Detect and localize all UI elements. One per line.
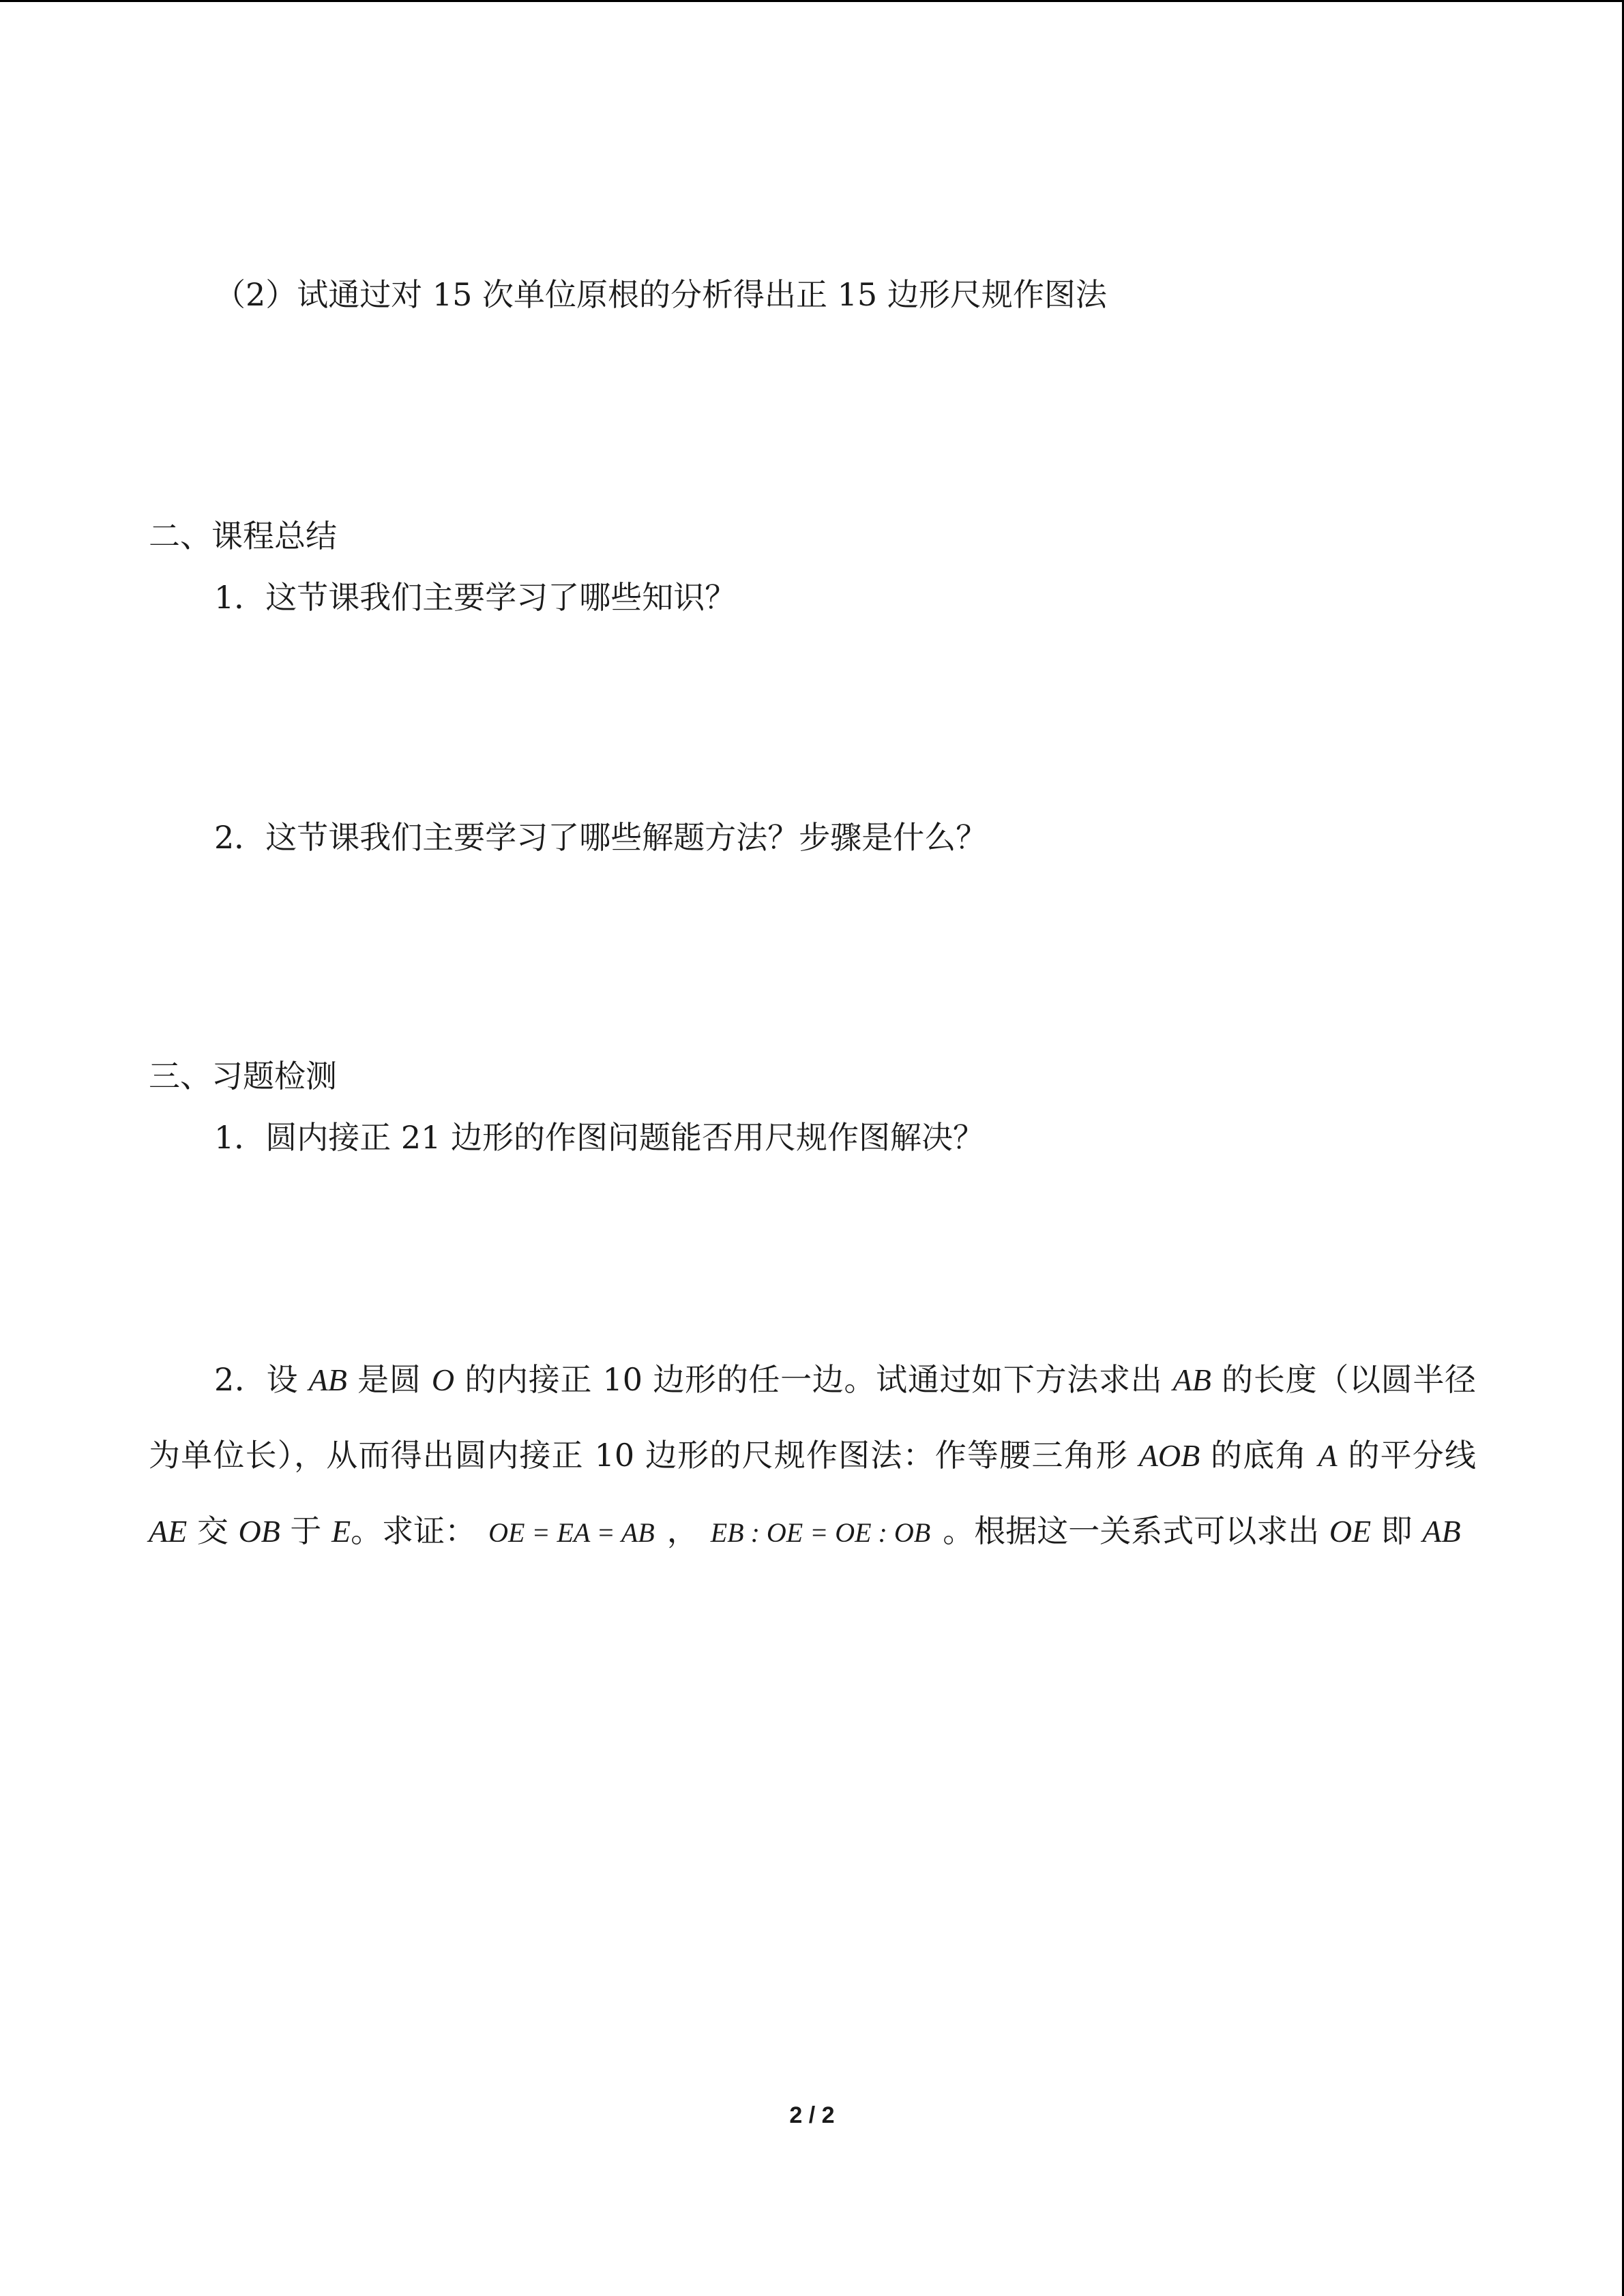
text-run: 。根据这一关系式可以求出: [943, 1512, 1329, 1549]
math-var: AE: [149, 1514, 188, 1549]
text-run: 的底角: [1200, 1437, 1318, 1474]
math-var: OB: [238, 1514, 280, 1549]
math-var: O: [431, 1362, 455, 1397]
exercise-question-1: 1．圆内接正 21 边形的作图问题能否用尺规作图解决？: [214, 1119, 985, 1156]
text-run: 的长度（以圆半径为单位长），从而得出圆内接正 10 边形的尺规作图法：作等腰三角形: [149, 1361, 1477, 1474]
page-border-top: [0, 0, 1624, 2]
text-run: 交: [187, 1512, 239, 1549]
math-var: AB: [308, 1362, 347, 1397]
text-run: 是圆: [346, 1361, 432, 1398]
section-2-heading: 二、课程总结: [149, 518, 337, 554]
equation-ratio: EB : OE = OE : OB: [710, 1517, 931, 1548]
math-var: OE: [1329, 1514, 1372, 1549]
math-var: AOB: [1138, 1438, 1200, 1473]
text-run: 即: [1371, 1512, 1423, 1549]
text-run: 于: [280, 1512, 332, 1549]
math-var: A: [1318, 1438, 1338, 1473]
text-run: 的内接正 10 边形的任一边。试通过如下方法求出: [454, 1361, 1173, 1398]
page-number: 2 / 2: [789, 2102, 835, 2128]
text-run: ，: [666, 1512, 698, 1549]
summary-question-1: 1．这节课我们主要学习了哪些知识？: [214, 579, 737, 616]
exercise-question-2: [149, 1342, 1476, 1570]
math-var: E: [331, 1514, 351, 1549]
text-run: 的平分线: [1337, 1437, 1476, 1474]
equation-equal-lengths: OE = EA = AB: [488, 1517, 655, 1548]
section-3-heading: 三、习题检测: [149, 1058, 337, 1094]
text-run: 2．设: [214, 1361, 309, 1398]
math-var: AB: [1172, 1362, 1211, 1397]
question-2-subpart: （2）试通过对 15 次单位原根的分析得出正 15 边形尺规作图法: [214, 276, 1107, 313]
text-run: 。求证：: [351, 1512, 477, 1549]
math-var: AB: [1422, 1514, 1461, 1549]
summary-question-2: 2．这节课我们主要学习了哪些解题方法？步骤是什么？: [214, 819, 988, 856]
